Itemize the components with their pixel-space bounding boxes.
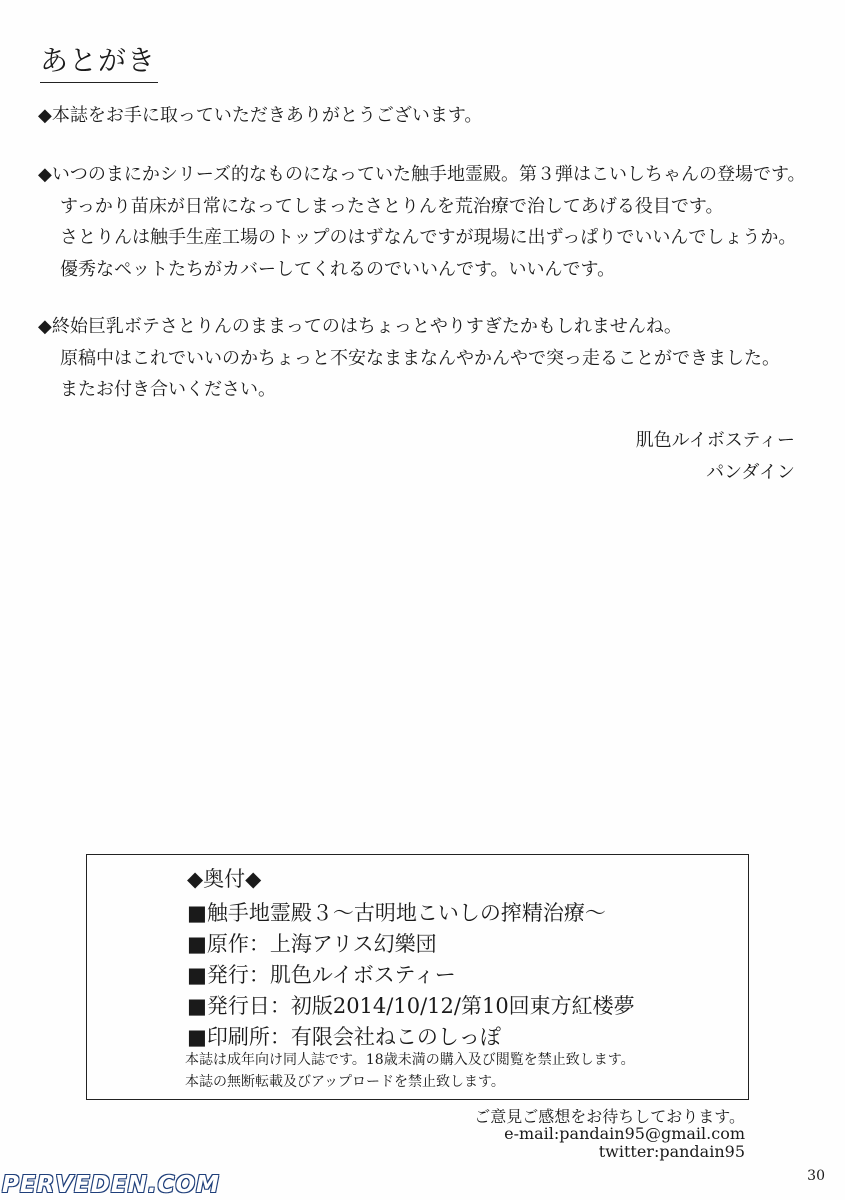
colophon-publisher-row: ■発行：肌色ルイボスティー [187, 963, 456, 987]
colophon-original-row: ■原作：上海アリス幻樂団 [187, 932, 437, 956]
colophon-date-row: ■発行日：初版2014/10/12/第10回東方紅楼夢 [187, 994, 635, 1018]
circle-name: 肌色ルイボスティー [635, 430, 795, 451]
email-address: e-mail:pandain95@gmail.com [504, 1124, 745, 1143]
site-watermark: PERVEDEN.COM [2, 1172, 220, 1198]
colophon-box [86, 854, 749, 1100]
paragraph-line: すっかり苗床が日常になってしまったさとりんを荒治療で治してあげる役目です。 [60, 195, 724, 217]
paragraph-line: またお付き合いください。 [60, 379, 276, 400]
paragraph-closing [38, 311, 780, 406]
colophon-age-notice: 本誌は成年向け同人誌です。18歳未満の購入及び閲覧を禁止致します。 [185, 1052, 635, 1068]
afterword-heading: あとがき [40, 44, 158, 83]
paragraph-thanks [38, 100, 482, 132]
colophon-title-row: ■触手地霊殿３～古明地こいしの搾精治療～ [187, 901, 606, 925]
author-name: パンダイン [706, 462, 795, 483]
page-number: 30 [807, 1168, 825, 1184]
paragraph-line: ◆本誌をお手に取っていただきありがとうございます。 [38, 105, 483, 126]
paragraph-line: 原稿中はこれでいいのかちょっと不安なままなんやかんやで突っ走ることができました。 [60, 347, 780, 369]
paragraph-line: さとりんは触手生産工場のトップのはずなんですが現場に出ずっぱりでいいんでしょうか。 [60, 227, 797, 248]
paragraph-series [38, 159, 806, 285]
paragraph-line: 優秀なペットたちがカバーしてくれるのでいいんです。いいんです。 [60, 258, 616, 280]
paragraph-line: ◆いつのまにかシリーズ的なものになっていた触手地霊殿。第３弾はこいしちゃんの登場です。 [38, 164, 806, 185]
colophon-printer-row: ■印刷所：有限会社ねこのしっぽ [187, 1025, 501, 1049]
colophon-copy-notice: 本誌の無断転載及びアップロードを禁止致します。 [185, 1074, 505, 1090]
feedback-message: ご意見ご感想をお待ちしております。 [474, 1107, 745, 1126]
paragraph-line: ◆終始巨乳ボテさとりんのままってのはちょっとやりすぎたかもしれませんね。 [38, 316, 682, 337]
colophon-heading: ◆奥付◆ [187, 867, 262, 891]
twitter-handle: twitter:pandain95 [598, 1142, 745, 1161]
